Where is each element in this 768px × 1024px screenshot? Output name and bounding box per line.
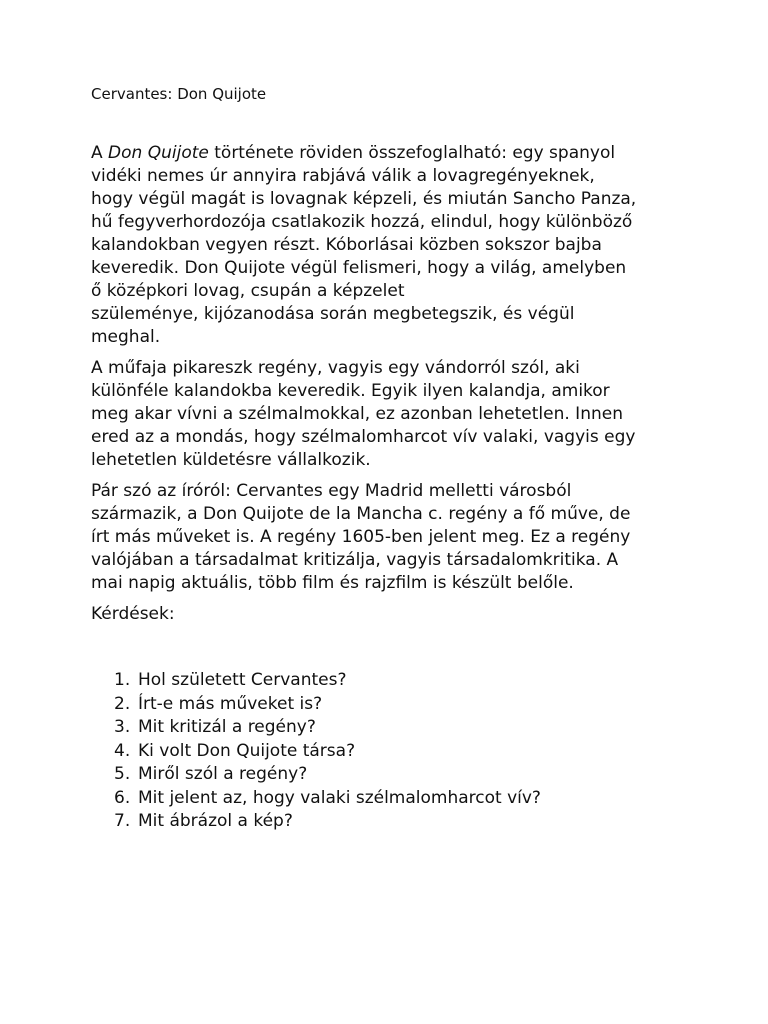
question-number: 1. [114, 670, 131, 690]
paragraph-summary [91, 142, 681, 349]
questions-list [114, 669, 541, 834]
question-number: 7. [114, 811, 131, 831]
paragraph-author [91, 480, 681, 595]
question-number: 2. [114, 693, 131, 714]
paragraph-line: kalandokban vegyen részt. Kóborlásai közben sokszor bajba [91, 235, 602, 255]
paragraph-line: lehetetlen küldetésre vállalkozik. [91, 450, 371, 470]
question-item [114, 716, 541, 740]
question-item [114, 763, 541, 787]
question-text: Hol született Cervantes? [138, 670, 347, 690]
document-body [91, 142, 681, 626]
question-item [114, 693, 541, 717]
paragraph-line [91, 142, 681, 165]
paragraph-line: hogy végül magát is lovagnak képzeli, és miután Sancho Panza, [91, 189, 637, 209]
question-text: Mit jelent az, hogy valaki szélmalomharcot vív? [138, 787, 541, 808]
paragraph-line: hű fegyverhordozója csatlakozik hozzá, elindul, hogy különböző [91, 212, 633, 232]
paragraph-line: ered az a mondás, hogy szélmalomharcot vív valaki, vagyis egy [91, 427, 636, 447]
question-item [114, 740, 541, 764]
paragraph-line: keveredik. Don Quijote végül felismeri, hogy a világ, amelyben [91, 258, 627, 278]
paragraph-line: Pár szó az íróról: Cervantes egy Madrid melletti városból [91, 481, 572, 501]
book-title-italic: Don Quijote [108, 143, 209, 163]
question-text: Ki volt Don Quijote társa? [138, 740, 356, 761]
paragraph-line: A műfaja pikareszk regény, vagyis egy vándorról szól, aki [91, 358, 580, 378]
paragraph-line: szüleménye, kijózanodása során megbetegszik, és végül [91, 304, 575, 324]
paragraph-line: írt más műveket is. A regény 1605-ben jelent meg. Ez a regény [91, 527, 631, 547]
question-text: Miről szól a regény? [138, 764, 308, 784]
paragraph-line: származik, a Don Quijote de la Mancha c. regény a fő műve, de [91, 504, 631, 524]
question-number: 3. [114, 717, 131, 737]
paragraph-line: valójában a társadalmat kritizálja, vagyis társadalomkritika. A [91, 550, 619, 570]
paragraph-line: mai napig aktuális, több film és rajzfilm is készült belőle. [91, 573, 574, 593]
question-number: 5. [114, 764, 131, 784]
question-item [114, 669, 541, 693]
question-item [114, 810, 541, 834]
text-run: A [91, 143, 109, 163]
paragraph-line: meg akar vívni a szélmalmokkal, ez azonban lehetetlen. Innen [91, 404, 623, 424]
paragraph-line: ő középkori lovag, csupán a képzelet [91, 281, 405, 301]
paragraph-genre [91, 357, 681, 472]
paragraph-line: meghal. [91, 327, 161, 347]
document-title: Cervantes: Don Quijote [91, 85, 267, 103]
question-item [114, 787, 541, 811]
paragraph-line: vidéki nemes úr annyira rabjává válik a lovagregényeknek, [91, 166, 595, 186]
text-run: története röviden összefoglalható: egy spanyol [208, 143, 616, 163]
question-number: 4. [114, 740, 131, 761]
question-text: Írt-e más műveket is? [138, 693, 323, 714]
paragraph-line: különféle kalandokba keveredik. Egyik ilyen kalandja, amikor [91, 381, 610, 401]
question-number: 6. [114, 787, 131, 808]
questions-heading: Kérdések: [91, 604, 175, 624]
question-text: Mit ábrázol a kép? [138, 811, 293, 831]
question-text: Mit kritizál a regény? [138, 717, 316, 737]
